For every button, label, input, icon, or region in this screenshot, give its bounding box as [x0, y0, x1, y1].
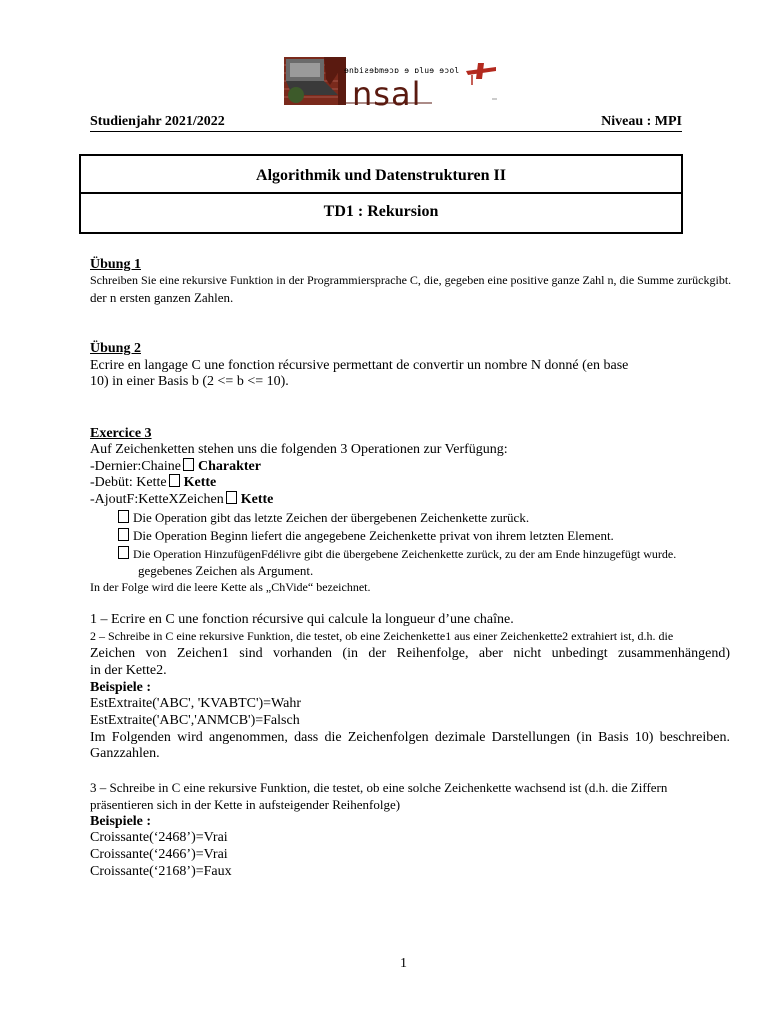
title-box [79, 154, 683, 234]
ex3-intro: Auf Zeichenketten stehen uns die folgenden 3 Operationen zur Verfügung: [90, 442, 508, 457]
arrow-glyph-icon [226, 491, 237, 504]
desc3-text: Die Operation HinzufügenFdélivre gibt die übergebene Zeichenkette zurück, zu der am Ende hinzugefügt wurde. [133, 547, 677, 561]
ex2-line2: 10) in einer Basis b (2 <= b <= 10). [90, 374, 289, 389]
td-title: TD1 : Rekursion [323, 203, 439, 220]
op2 [90, 474, 216, 491]
school-logo [282, 55, 497, 113]
q3-line2: präsentieren sich in der Kette in aufsteigender Reihenfolge) [90, 797, 401, 812]
page-number: 1 [400, 956, 407, 971]
q3-line1: 3 – Schreibe in C eine rekursive Funktion, die testet, ob eine solche Zeichenkette wachsend ist (d.h. die Ziffern [90, 780, 668, 795]
arrow-glyph-icon [183, 458, 194, 471]
logo-tagline: ɘnbiƨɘbmɘɔɒ ɘ ɒluɘ ɘɔol [344, 66, 460, 75]
bullet-glyph-icon [118, 546, 129, 559]
example-b: EstExtraite('ABC','ANMCB')=Falsch [90, 713, 300, 728]
ex3-heading: Exercice 3 [90, 426, 152, 441]
bullet-glyph-icon [118, 510, 129, 523]
examples-label-2: Beispiele : [90, 814, 152, 829]
op2-name: -Debüt: Kette [90, 475, 167, 490]
croissante-c: Croissante(‘2168’)=Faux [90, 864, 232, 879]
q2-line1: 2 – Schreibe in C eine rekursive Funktion, die testet, ob eine Zeichenkette1 aus einer Zeichenkette2 extrahiert ist, d.h. die [90, 629, 674, 643]
ex1-line2: der n ersten ganzen Zahlen. [90, 290, 234, 305]
bullet-glyph-icon [118, 528, 129, 541]
op1 [90, 458, 261, 475]
ex2-line1: Ecrire en langage C une fonction récursive permettant de convertir un nombre N donné (en base [90, 358, 629, 373]
ex1-heading: Übung 1 [90, 257, 141, 272]
academic-year: Studienjahr 2021/2022 [90, 114, 225, 129]
desc2 [116, 528, 614, 544]
op1-name: -Dernier:Chaine [90, 459, 181, 474]
header-line [90, 114, 682, 132]
q2-line2: Zeichen von Zeichen1 sind vorhanden (in der Reihenfolge, aber nicht unbedingt zusammenhängend) [90, 646, 730, 661]
op3 [90, 491, 273, 508]
title-row-1 [81, 156, 681, 194]
op1-type: Charakter [197, 459, 261, 474]
q2-line3: in der Kette2. [90, 663, 167, 678]
desc1-text: Die Operation gibt das letzte Zeichen der übergebenen Zeichenkette zurück. [133, 510, 530, 525]
course-title: Algorithmik und Datenstrukturen II [256, 167, 506, 184]
op3-name: -AjoutF:KetteXZeichen [90, 492, 224, 507]
assume-line2: Ganzzahlen. [90, 746, 160, 761]
ex1-line1: Schreiben Sie eine rekursive Funktion in der Programmiersprache C, die, gegeben eine positive ganze Zahl n, die Summe zurückgibt. [90, 273, 732, 287]
example-a: EstExtraite('ABC', 'KVABTC')=Wahr [90, 696, 302, 711]
examples-label: Beispiele : [90, 680, 152, 695]
logo-brand-text: nsal [352, 75, 422, 113]
croissante-a: Croissante(‘2468’)=Vrai [90, 830, 228, 845]
desc3-cont: gegebenes Zeichen als Argument. [138, 563, 314, 578]
desc1 [116, 510, 529, 526]
level: Niveau : MPI [601, 114, 682, 129]
arrow-glyph-icon [169, 474, 180, 487]
op2-type: Kette [183, 475, 217, 490]
ex2-heading: Übung 2 [90, 341, 141, 356]
empty-note: In der Folge wird die leere Kette als „ChVide“ bezeichnet. [90, 580, 371, 594]
op3-type: Kette [240, 492, 274, 507]
assume-line1: Im Folgenden wird angenommen, dass die Zeichenfolgen dezimale Darstellungen (in Basis 10) beschreiben. [90, 730, 730, 745]
desc3 [116, 546, 676, 562]
croissante-b: Croissante(‘2466’)=Vrai [90, 847, 228, 862]
q1: 1 – Ecrire en C une fonction récursive qui calcule la longueur d’une chaîne. [90, 612, 514, 627]
desc2-text: Die Operation Beginn liefert die angegebene Zeichenkette privat von ihrem letzten Element. [133, 528, 614, 543]
